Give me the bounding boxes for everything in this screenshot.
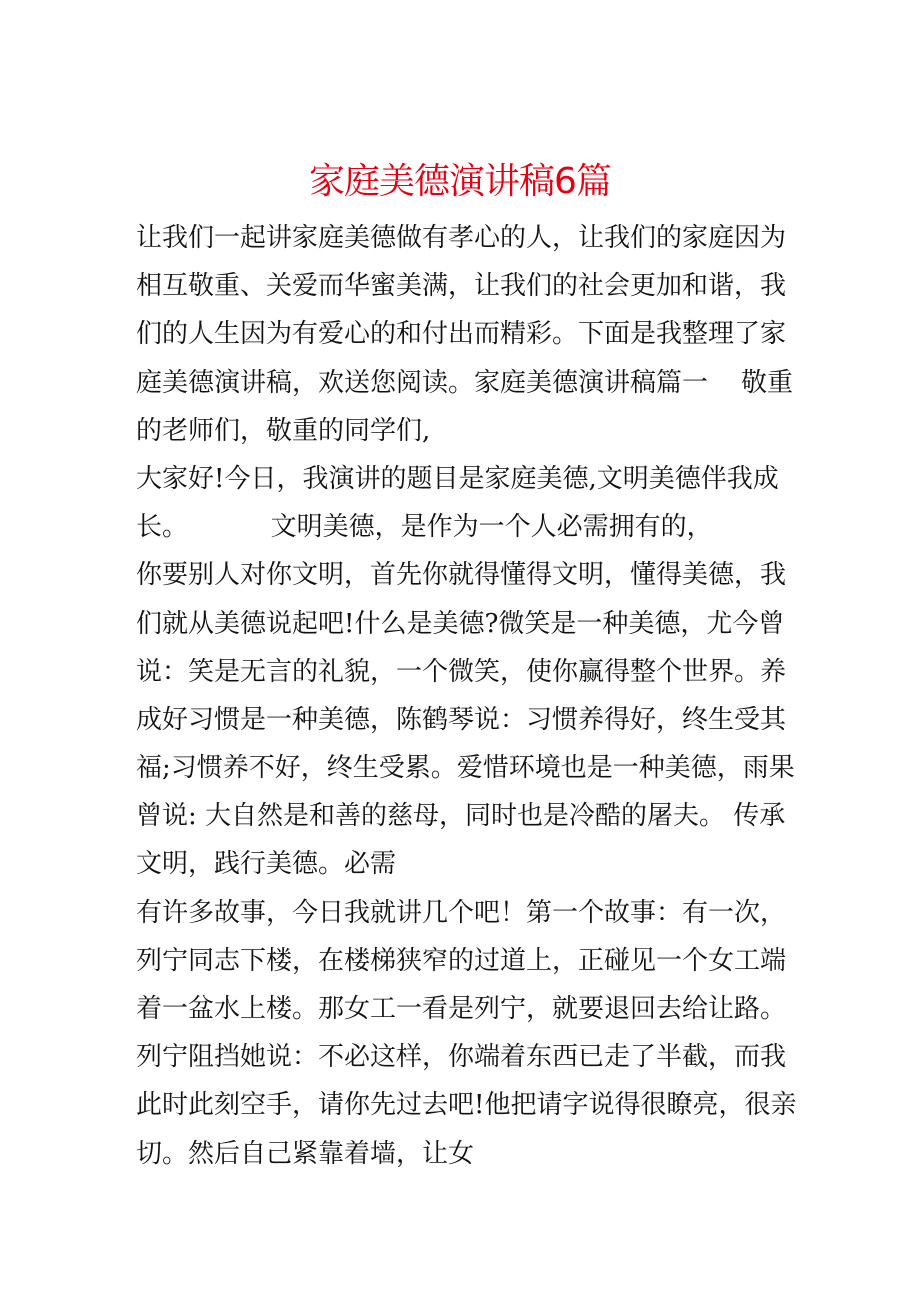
body-line-1: 让我们一起讲家庭美德做有孝心的人，让我们的家庭因为 (136, 223, 787, 253)
body-line-10: 说：笑是无言的礼貌，一个微笑，使你赢得整个世界。养 (136, 656, 787, 687)
body-line-16: 列宁同志下楼，在楼梯狭窄的过道上，正碰见一个女工端 (136, 945, 787, 976)
body-line-2: 相互敬重、关爱而华蜜美满，让我们的社会更加和谐，我 (136, 271, 787, 302)
body-line-18: 列宁阻挡她说：不必这样，你端着东西已走了半截，而我 (136, 1042, 787, 1073)
body-line-14: 文明，践行美德。必需 (136, 849, 397, 880)
body-line-20: 切。然后自己紧靠着墙，让女 (136, 1138, 475, 1169)
body-line-8: 你要别人对你文明，首先你就得懂得文明，懂得美德，我 (136, 560, 787, 591)
body-line-15: 有许多故事，今日我就讲几个吧！第一个故事：有一次， (136, 897, 787, 928)
body-line-6: 大家好!今日，我演讲的题目是家庭美德,文明美德伴我成 (136, 463, 779, 494)
body-line-7: 长。 文明美德，是作为一个人必需拥有的， (136, 512, 713, 543)
document-title: 家庭美德演讲稿6篇 (309, 161, 611, 202)
body-line-19: 此时此刻空手，请你先过去吧!他把请字说得很瞭亮，很亲 (136, 1090, 796, 1121)
body-line-5: 的老师们，敬重的同学们, (136, 415, 431, 446)
body-line-4: 庭美德演讲稿，欢送您阅读。家庭美德演讲稿篇一 敬重 (136, 367, 794, 398)
body-line-11: 成好习惯是一种美德，陈鹤琴说：习惯养得好，终生受其 (136, 704, 787, 735)
body-line-3: 们的人生因为有爱心的和付出而精彩。下面是我整理了家 (136, 319, 787, 350)
body-line-17: 着一盆水上楼。那女工一看是列宁，就要退回去给让路。 (136, 994, 787, 1024)
body-line-12: 福;习惯养不好，终生受累。爱惜环境也是一种美德，雨果 (136, 753, 795, 784)
document-body (136, 214, 796, 1178)
body-line-13: 曾说: 大自然是和善的慈母，同时也是冷酷的屠夫。 传承 (136, 801, 786, 832)
body-line-9: 们就从美德说起吧!什么是美德?微笑是一种美德，尤今曾 (136, 608, 785, 639)
